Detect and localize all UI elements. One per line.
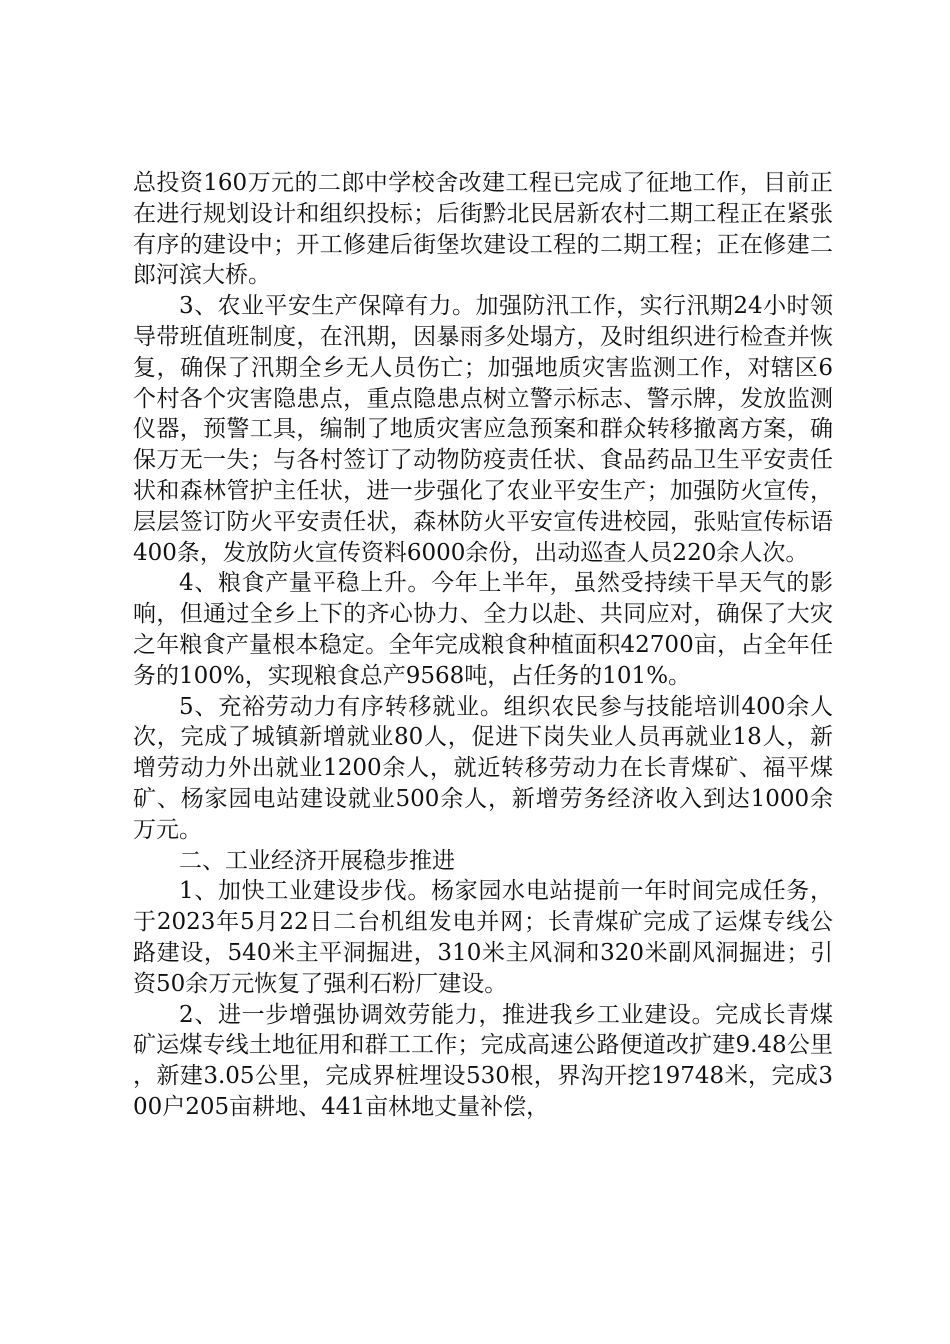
section-heading-industry: 二、工业经济开展稳步推进 xyxy=(179,847,455,874)
paragraph-coordination-service: 2、进一步增强协调效劳能力，推进我乡工业建设。完成长青煤矿运煤专线土地征用和群工工作；完成高速公路便道改扩建9.48公里，新建3.05公里，完成界桩埋设530根，界沟开挖19748米，完成300户205亩耕地、441亩林地丈量补偿， xyxy=(133,1001,833,1120)
paragraph-grain-output: 4、粮食产量平稳上升。今年上半年，虽然受持续干旱天气的影响，但通过全乡上下的齐心协力、全力以赴、共同应对，确保了大灾之年粮食产量根本稳定。全年完成粮食种植面积42700亩，占全年任务的100%，实现粮食总产9568吨，占任务的101%。 xyxy=(133,570,833,689)
paragraph-labor-transfer: 5、充裕劳动力有序转移就业。组织农民参与技能培训400余人次，完成了城镇新增就业80人，促进下岗失业人员再就业18人，新增劳动力外出就业1200余人，就近转移劳动力在长青煤矿、福平煤矿、杨家园电站建设就业500余人，新增劳务经济收入到达1000余万元。 xyxy=(133,693,833,843)
document-body xyxy=(133,168,833,1123)
paragraph-continuation: 总投资160万元的二郎中学校舍改建工程已完成了征地工作，目前正在进行规划设计和组织投标；后街黔北民居新农村二期工程正在紧张有序的建设中；开工修建后街堡坎建设工程的二期工程；正在修建二郎河滨大桥。 xyxy=(133,170,833,289)
paragraph-industrial-construction: 1、加快工业建设步伐。杨家园水电站提前一年时间完成任务，于2023年5月22日二台机组发电并网；长青煤矿完成了运煤专线公路建设，540米主平洞掘进，310米主风洞和320米副风洞掘进；引资50余万元恢复了强利石粉厂建设。 xyxy=(133,878,833,997)
paragraph-agri-safety: 3、农业平安生产保障有力。加强防汛工作，实行汛期24小时领导带班值班制度，在汛期，因暴雨多处塌方，及时组织进行检查并恢复，确保了汛期全乡无人员伤亡；加强地质灾害监测工作，对辖区6个村各个灾害隐患点，重点隐患点树立警示标志、警示牌，发放监测仪器，预警工具，编制了地质灾害应急预案和群众转移撤离方案，确保万无一失；与各村签订了动物防疫责任状、食品药品卫生平安责任状和森林管护主任状，进一步强化了农业平安生产；加强防火宣传，层层签订防火平安责任状，森林防火平安宣传进校园，张贴宣传标语400条，发放防火宣传资料6000余份，出动巡查人员220余人次。 xyxy=(133,293,833,566)
